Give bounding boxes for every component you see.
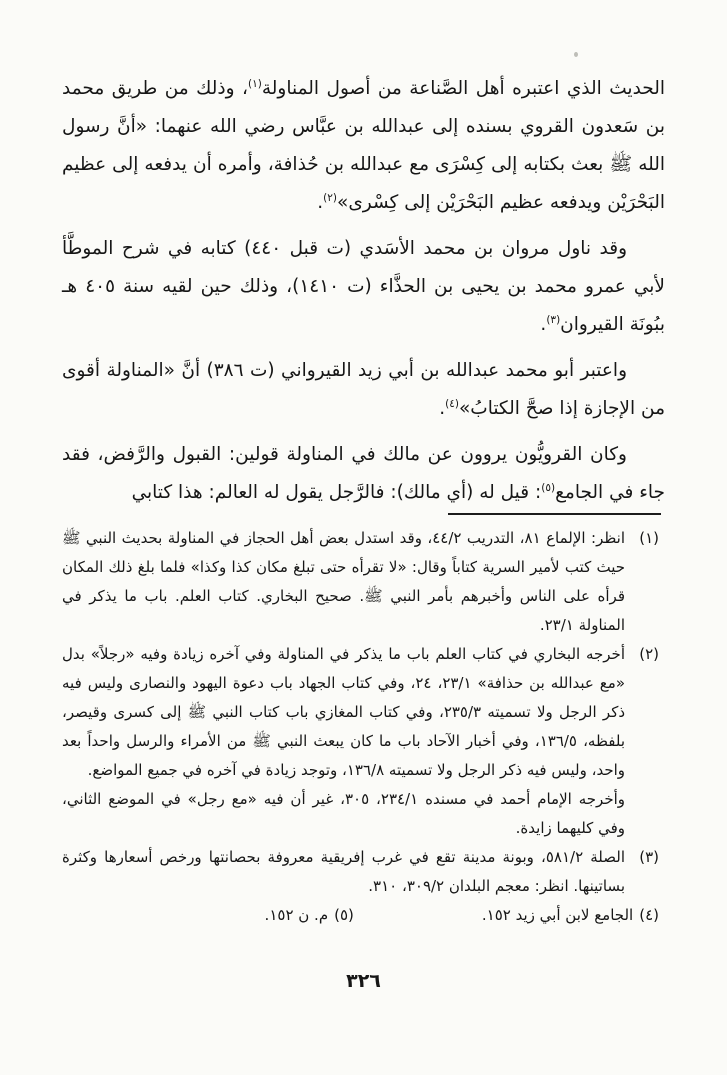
body-text (62, 70, 665, 520)
salawat-symbol: ﷺ (187, 703, 207, 721)
footnote-list (62, 524, 659, 901)
footnote-marker: (٢) (639, 645, 659, 663)
footnote-paragraph: الصلة ٥٨١/٢، وبونة مدينة تقع في غرب إفريقية معروفة بحصانتها ورخص أسعارها وكثرة بساتينها. انظر: معجم البلدان ٣٠٩/٢، ٣١٠. (62, 848, 625, 895)
footnote: (٤)الجامع لابن أبي زيد ١٥٢. (481, 906, 659, 924)
footnote-reference: (٤) (445, 398, 459, 410)
salawat-symbol: ﷺ (252, 732, 271, 750)
footnote-paragraph: وأخرجه الإمام أحمد في مسنده ٢٣٤/١، ٣٠٥، غير أن فيه «مع رجل» في الموضع الثاني، وفي كليهما زايدة. (62, 790, 626, 837)
footnote-separator (448, 513, 661, 515)
body-paragraph: وكان القرويُّون يروون عن مالك في المناولة قولين: القبول والرَّفض، فقد جاء في الجامع$^{(٥)}$: قيل له (أي مالك): فالرَّجل يقول له العالم: هذا كتابي (62, 444, 665, 503)
body-paragraph: واعتبر أبو محمد عبدالله بن أبي زيد القيرواني (ت ٣٨٦) أنَّ «المناولة أقوى من الإجازة إذا صحَّ الكتابُ»$^{(٤)}$. (62, 360, 665, 419)
footnote-reference: (٣) (546, 314, 561, 326)
salawat-symbol: ﷺ (62, 529, 81, 547)
footnote (62, 843, 659, 901)
footnote-paragraph: أخرجه البخاري في كتاب العلم باب ما يذكر في المناولة وفي آخره زيادة وفيه «رجلاً» بدل «مع عبدالله بن حذافة» ٢٣/١، ٢٤، وفي كتاب الجهاد باب دعوة اليهود والنصارى وليس فيه ذكر الرجل ولا تسميته ٢٣٥/٣، وفي كتاب المغازي باب كتاب النبي ﷺ إلى كسرى وقيصر، بلفظه، ١٣٦/٥، وفي أخبار الآحاد باب ما كان يبعث النبي ﷺ من الأمراء والرسل واحداً بعد واحد، وليس فيه ذكر الرجل ولا تسميته ١٣٦/٨، وتوجد زيادة في آخره في جميع المواضع. (62, 645, 626, 779)
footnote-reference: (٥) (541, 482, 556, 494)
salawat-symbol: ﷺ (364, 587, 383, 605)
footnote-reference: (٢) (323, 192, 337, 204)
footnote-paragraph: انظر: الإلماع ٨١، التدريب ٤٤/٢، وقد استدل بعض أهل الحجاز في المناولة بحديث النبي ﷺ حيث كتب لأمير السرية كتاباً وقال: «لا تقرأه حتى تبلغ مكان كذا وكذا» فلما بلغ ذلك المكان قرأه على الناس وأخبرهم بأمر النبي ﷺ. صحيح البخاري. كتاب العلم. باب ما يذكر في المناولة ٢٣/١. (62, 529, 626, 634)
footnotes (62, 524, 659, 930)
footnote (62, 524, 659, 640)
footnote-row (62, 901, 659, 930)
body-paragraph: الحديث الذي اعتبره أهل الصَّناعة من أصول المناولة$^{(١)}$، وذلك من طريق محمد بن سَعدون القروي بسنده إلى عبدالله بن عبَّاس رضي الله عنهما: «أنَّ رسول الله ﷺ بعث بكتابه إلى كِسْرَى مع عبدالله بن حُذافة، وأمره أن يدفعه إلى عظيم البَحْرَيْن ويدفعه عظيم البَحْرَيْن إلى كِسْرى»$^{(٢)}$. (62, 78, 666, 213)
page-number: ٣٢٦ (346, 970, 381, 992)
footnote-marker: (١) (639, 529, 659, 547)
footnote: (٥)م. ن ١٥٢. (264, 906, 354, 924)
ink-speck (574, 52, 578, 57)
footnote (62, 640, 659, 843)
footnote-marker: (٣) (639, 848, 659, 866)
salawat-symbol: ﷺ (609, 153, 633, 175)
footnote-marker: (٤) (639, 906, 659, 924)
footnote-marker: (٥) (334, 906, 354, 924)
footnote-reference: (١) (248, 78, 262, 90)
body-paragraph: وقد ناول مروان بن محمد الأسَدي (ت قبل ٤٤٠) كتابه في شرح الموطَّأ لأبي عمرو محمد بن يحيى بن الحذَّاء (ت ١٤١٠)، وذلك حين لقيه سنة ٤٠٥ هـ ببُونَة القيروان$^{(٣)}$. (62, 238, 665, 335)
